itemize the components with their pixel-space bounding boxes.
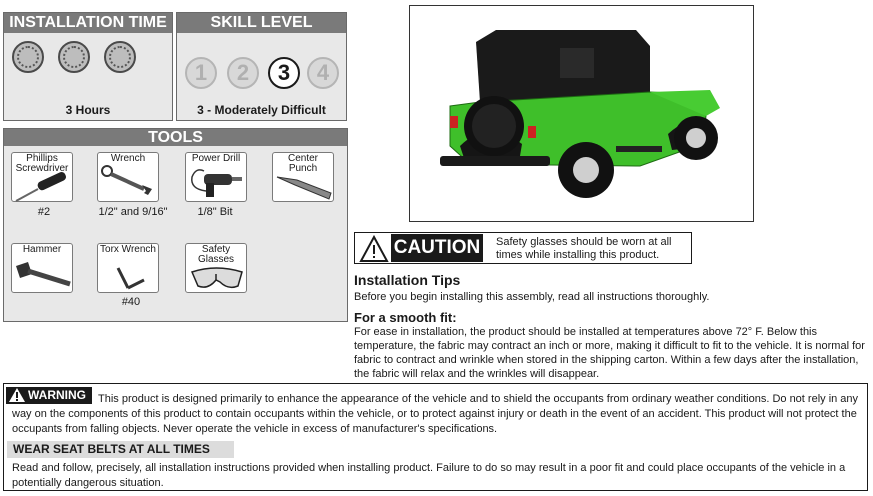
tools-panel (3, 128, 348, 322)
center-punch-icon (273, 153, 335, 203)
power-drill-icon (186, 153, 248, 203)
skill-level-2: 2 (227, 57, 259, 89)
warning-triangle-icon (359, 235, 389, 263)
screwdriver-icon (12, 153, 74, 203)
hammer-icon (12, 244, 74, 294)
tool-size: 1/8" Bit (197, 206, 233, 218)
seatbelt-notice: WEAR SEAT BELTS AT ALL TIMES (7, 441, 234, 458)
skill-level-title: SKILL LEVEL (177, 13, 346, 33)
tool-phillips-screwdriver (11, 152, 73, 202)
clock-icon (58, 41, 90, 73)
tool-name: Hammer (22, 244, 62, 255)
jeep-photo (409, 5, 754, 222)
tool-name: Center Punch (287, 153, 318, 174)
warning-box (3, 383, 868, 491)
safety-glasses-icon (186, 244, 248, 294)
installation-tips-text: Before you begin installing this assembly, read all instructions thoroughly. (354, 291, 710, 303)
installation-time-title: INSTALLATION TIME (4, 13, 172, 33)
tool-name: Wrench (110, 153, 146, 164)
tool-power-drill (185, 152, 247, 202)
tool-size: #2 (37, 206, 51, 218)
follow-instructions-text: Read and follow, precisely, all installation instructions provided when installing product. Failure to do so may result in a poor fit and could place occupants of the vehicle in a potentially dangerous situation. (12, 462, 846, 489)
caution-box (354, 232, 692, 264)
torx-wrench-icon (98, 244, 160, 294)
jeep-illustration (410, 6, 753, 221)
tool-torx-wrench (97, 243, 159, 293)
tool-size: 1/2" and 9/16" (98, 206, 168, 218)
warning-text: This product is designed primarily to enhance the appearance of the vehicle and to shield the occupants from ordinary weather conditions. Do not rely in any way on the components of this product to contain occupants within the vehicle, or to protect against injury or death in the event of an accident. This product will not protect the occupants from falling objects. Never operate the vehicle in excess of manufacturer's specifications. (12, 393, 859, 435)
caution-text: Safety glasses should be worn at all times while installing this product. (496, 236, 672, 261)
smooth-fit-title: For a smooth fit: (354, 310, 457, 325)
tool-name: Torx Wrench (100, 244, 156, 255)
tool-hammer (11, 243, 73, 293)
wrench-icon (98, 153, 160, 203)
tool-center-punch (272, 152, 334, 202)
skill-level-3-selected: 3 (268, 57, 300, 89)
tool-safety-glasses (185, 243, 247, 293)
smooth-fit-text: For ease in installation, the product should be installed at temperatures above 72° F. Below this temperature, the fabric may contract an inch or more, making it difficult to fit to the vehicle. It is normal for fabric to contract and wrinkle when stored in the shipping carton. Within a few days after the installation, the fabric will relax and the wrinkles will disappear. (354, 326, 865, 380)
tool-name: Power Drill (191, 153, 241, 164)
installation-time-panel (3, 12, 173, 121)
tool-size: #40 (121, 296, 141, 308)
skill-level-caption: 3 - Moderately Difficult (197, 103, 326, 117)
warning-label: WARNING (6, 387, 92, 404)
clock-icon (104, 41, 136, 73)
installation-tips-title: Installation Tips (354, 272, 461, 288)
caution-label: CAUTION (391, 234, 483, 262)
tool-name: Safety Glasses (197, 244, 235, 265)
clock-icon (12, 41, 44, 73)
tool-name: Phillips Screwdriver (15, 153, 69, 174)
skill-level-panel (176, 12, 347, 121)
skill-level-1: 1 (185, 57, 217, 89)
tool-wrench (97, 152, 159, 202)
installation-time-caption: 3 Hours (65, 103, 111, 117)
skill-level-4: 4 (307, 57, 339, 89)
tools-title: TOOLS (4, 129, 347, 146)
